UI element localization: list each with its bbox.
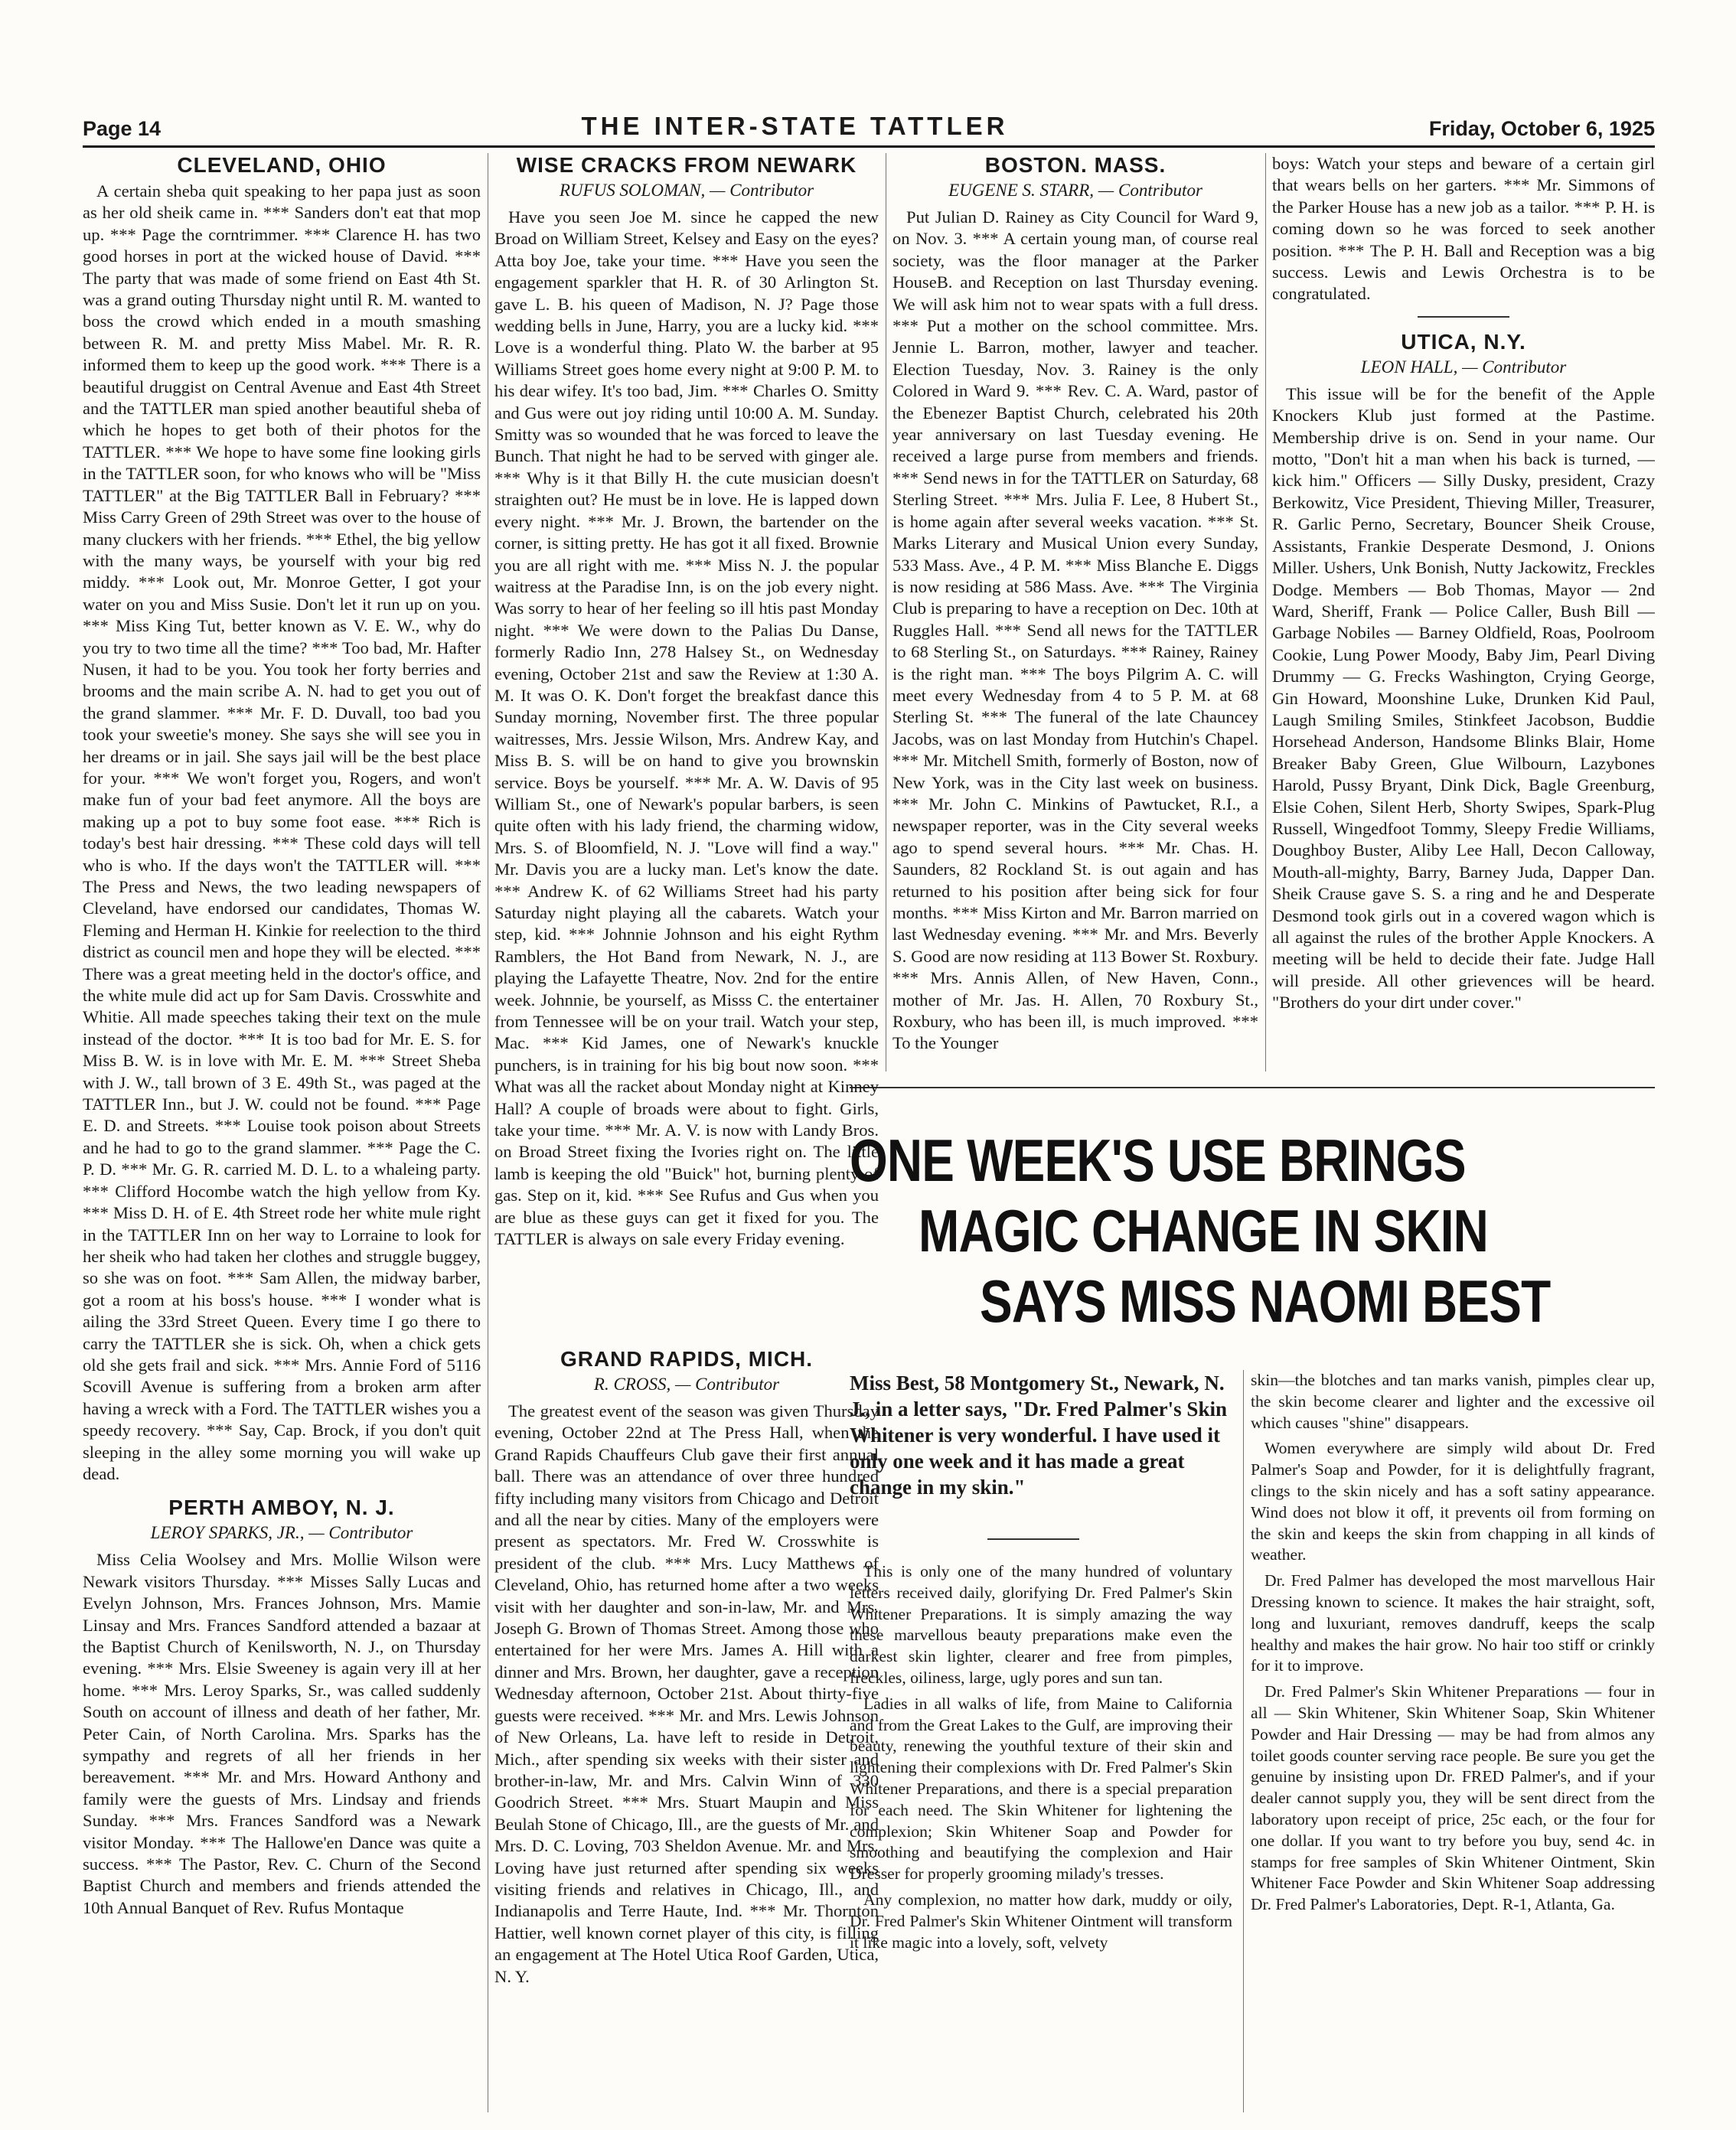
ad-headline-line-2: MAGIC CHANGE IN SKIN <box>919 1197 1489 1264</box>
ad-body-left <box>850 1561 1232 2112</box>
byline-perth-amboy: LEROY SPARKS, JR., — Contributor <box>150 1523 413 1543</box>
column-3 <box>892 153 1258 1064</box>
article-utica: This issue will be for the benefit of the Apple Knockers Klub just formed at the Pastime. Membership drive is on. Send in your name. Our motto, "Don't hit a man when his back is turned, — kick him." Officers — Silly Dusky, president, Crazy Berkowitz, Vice President, Thieving Miller, Treasurer, R. Garlic Perno, Secretary, Bouncer Sheik Crouse, Assistants, Frankie Desperate Desmond, J. Onions Miller. Ushers, Unk Bonish, Nutty Jackowitz, Freckles Dodge. Members — Bob Thomas, Mayor — 2nd Ward, Sheriff, Frank — Police Caller, Bush Bill — Garbage Nobiles — Barney Oldfield, Roas, Poolroom Cookie, Lung Power Moody, Baby Jim, Pearl Diving Drummy — G. Frecks Washington, Crying George, Gin Howard, Moonshine Luke, Drunken Kid Paul, Laugh Smiling Smiles, Stinkfeet Jacobson, Buddie Horsehead Anderson, Handsome Blinks Blair, Home Breaker Baby Green, Glue Wilbourn, Lazybones Harold, Pussy Bryant, Dink Dick, Bagle Greenburg, Elsie Cohen, Silent Herb, Shorty Swipes, Spark-Plug Russell, Wingedfoot Tommy, Sleepy Fredie Williams, Doughboy Buster, Aliby Lee Hall, Decon Calloway, Mouth-all-mighty, Barry, Barney Juda, Dapper Dan. Sheik Crause gave S. S. a ring and he and Desperate Desmond took girls out in a covered wagon which is all against the rules of the brother Apple Knockers. A meeting will be held to decide their fate. Judge Hall will preside. All other grievences will be heard. "Brothers do your dirt under cover." <box>1272 383 1655 1013</box>
ad-body-right <box>1251 1370 1655 2112</box>
paper-title: THE INTER-STATE TATTLER <box>581 112 1009 140</box>
ad-lead-quote: Miss Best, 58 Montgomery St., Newark, N. J., in a letter says, "Dr. Fred Palmer's Skin Whitener is very wonderful. I have used it only one week and it has made a great change in my skin." <box>850 1372 1227 1499</box>
article-boston: Put Julian D. Rainey as City Council for Ward 9, on Nov. 3. *** A certain young man, of course real society, was the floor manager at the Parker HouseB. and Reception on last Thursday evening. We will ask him not to wear spats with a full dress. *** Put a mother on the school committee. Mrs. Jennie L. Barron, mother, lawyer and teacher. Election Tuesday, Nov. 3. Rainey is the only Colored in Ward 9. *** Rev. C. A. Ward, pastor of the Ebenezer Baptist Church, celebrated his 20th year anniversary on last Tuesday evening. He received a large purse from members and friends. *** Send news in for the TATTLER on Saturday, 68 Sterling Street. *** Mrs. Julia F. Lee, 8 Hubert St., is home again after several weeks vacation. *** St. Marks Literary and Musical Union every Sunday, 533 Mass. Ave., 4 P. M. *** Miss Blanche E. Diggs is now residing at 586 Mass. Ave. *** The Virginia Club is preparing to have a reception on Dec. 10th at Ruggles Hall. *** Send all news for the TATTLER to 68 Sterling St., on Saturdays. *** Rainey, Rainey is the right man. *** The boys Pilgrim A. C. will meet every Wednesday from 4 to 5 P. M. at 68 Sterling St. *** The funeral of the late Chauncey Jacobs, was on last Monday from Hutchin's Chapel. *** Mr. Mitchell Smith, formerly of Boston, now of New York, was in the City last week on business. *** Mr. John C. Minkins of Pawtucket, R.I., a newspaper reporter, was in the City several weeks ago to spend several hours. *** Mr. Chas. H. Saunders, 82 Rockland St. is out again and has returned to his position after being sick for four months. *** Miss Kirton and Mr. Barron married on last Wednesday evening. *** Mr. and Mrs. Beverly S. Good are now residing at 113 Bower St. Roxbury. *** Mrs. Annis Allen, of New Haven, Conn., mother of Mr. Jas. H. Allen, 70 Roxbury St., Roxbury, who has been ill, is much improved. *** To the Younger <box>892 207 1258 1053</box>
ad-headline-line-3: SAYS MISS NAOMI BEST <box>980 1267 1551 1335</box>
ad-paragraph: Dr. Fred Palmer's Skin Whitener Preparations — four in all — Skin Whitener, Skin Whitener Soap, Skin Whitener Powder and Hair Dressing — may be had from almos any toilet goods counter serving race people. Be sure you get the genuine by insisting upon Dr. FRED Palmer's, and if your dealer cannot supply you, they will be sent direct from the laboratory upon receipt of price, 25c each, or the four for one dollar. If you want to try before you buy, send 4c. in stamps for free samples of Skin Whitener Ointment, Skin Whitener Face Powder and Skin Whitener Soap addressing Dr. Fred Palmer's Laboratories, Dept. R-1, Atlanta, Ga. <box>1251 1682 1655 1914</box>
ad-headline <box>850 1125 1653 1336</box>
article-grand-rapids: The greatest event of the season was given Thursday evening, October 22nd at The Press Hall, when the Grand Rapids Chauffeurs Club gave their first annual ball. There was an attendance of over three hundred fifty including many visitors from Chicago and Detroit and all the near by cities. Many of the employers were present as spectators. Mr. Fred W. Crosswhite is president of the club. *** Mrs. Lucy Matthews of Cleveland, Ohio, has returned home after a two weeks visit with her daughter and son-in-law, Mr. and Mrs. Joseph G. Brown of Thomas Street. Among those who entertained for her were Mrs. James A. Hill with a dinner and Mrs. Brown, her daughter, gave a reception Wednesday afternoon, October 21st. About thirty-five guests were received. *** Mr. and Mrs. Lewis Johnson of New Orleans, La. have left to reside in Detroit, Mich., after spending six weeks with their sister and brother-in-law, Mr. and Mrs. Calvin Winn of 330 Goodrich Street. *** Mrs. Stuart Maupin and Miss Beulah Stone of Chicago, Ill., are the guests of Mr. and Mrs. D. C. Loving, 703 Sheldon Avenue. Mr. and Mrs. Loving have just returned after spending six weeks visiting friends and relatives in Chicago, Ill., and Indianapolis and Terre Haute, Ind. *** Mr. Thornton Hattier, well known cornet player of this city, is filling an engagement at The Hotel Utica Roof Garden, Utica, N. Y. <box>494 1401 879 1986</box>
section-title-cleveland: CLEVELAND, OHIO <box>177 153 387 177</box>
short-divider <box>1418 316 1509 318</box>
masthead <box>83 99 1655 148</box>
byline-boston: EUGENE S. STARR, — Contributor <box>948 181 1202 200</box>
section-title-perth-amboy: PERTH AMBOY, N. J. <box>168 1496 395 1520</box>
ad-paragraph: Women everywhere are simply wild about Dr. Fred Palmer's Soap and Powder, for it is delightfully fragrant, clings to the skin nicely and has a soft satiny appearance. Wind does not blow it off, it prevents oil from forming on the skin and keeps the skin from chapping in all kinds of weather. <box>1251 1439 1655 1564</box>
byline-newark: RUFUS SOLOMAN, — Contributor <box>559 181 814 200</box>
byline-grand-rapids: R. CROSS, — Contributor <box>593 1375 780 1394</box>
ad-divider <box>987 1538 1079 1540</box>
article-cleveland: A certain sheba quit speaking to her papa just as soon as her old sheik came in. *** Sanders don't eat that mop up. *** Page the corntrimmer. *** Clarence H. has two good horses in port at the wicked house of David. *** The party that was made of some friend on East 4th St. was a grand outing Thursday night until R. M. wanted to boss the crowd which ended in a mouth smashing between R. M. and pretty Miss Mabel. Mr. R. R. informed them to keep up the good work. *** There is a beautiful druggist on Central Avenue and East 4th Street and the TATTLER man spied another beautiful sheba of which he hopes to get both of their photos for the TATTLER. *** We hope to have some fine looking girls in the TATTLER soon, for who knows who will be "Miss TATTLER" at the Big TATTLER Ball in February? *** Miss Carry Green of 29th Street was over to the house of many cluckers with her friends. *** Ethel, the big yellow with the many ways, be yourself with your big red middy. *** Look out, Mr. Monroe Getter, I got your water on you and Miss Susie. Don't let it run up on you. *** Miss King Tut, better known as V. E. W., why do you try to two time all the time? *** Too bad, Mr. Hafter Nusen, it had to be you. You took her forty berries and brooms and the main scribe A. N. had to get you out of the grand slammer. *** Mr. F. D. Duvall, too bad you took your sweetie's money. She says she will see you in her dreams or in jail. She says jail will be the best place for your. *** We won't forget you, Rogers, and won't make fun of your bad feet anymore. All the boys are making up a pot to buy some foot ease. *** Rich is today's best hair dressing. *** These cold days will tell who is who. If the days won't the TATTLER will. *** The Press and News, the two leading newspapers of Cleveland, have endorsed our candidates, Thomas W. Fleming and Herman H. Kinkie for reelection to the third district as council men and hope they will be elected. *** There was a great meeting held in the doctor's office, and the white mule did act up for Sam Davis. Crosswhite and Whitie. All made speeches taking their text on the mule instead of the doctor. *** It is too bad for Mr. E. S. for Miss B. W. is in love with Mr. E. M. *** Street Sheba with J. W., tall brown of 3 E. 49th St., was paged at the TATTLER Inn., but J. W. could not be found. *** Page E. D. and Streets. *** Louise took poison about Streets and he had to go to the grand slammer. *** Page the C. P. D. *** Mr. G. R. carried M. D. L. to a whaleing party. *** Clifford Hocombe watch the high yellow from Ky. *** Miss D. H. of E. 4th Street rode her white mule right in the TATTLER Inn on her way to Lorraine to look for her sheik who had taken her clothes and struggle buggey, so she was on foot. *** Sam Allen, the midway barber, got a room at his boss's house. *** I wonder what is ailing the 33rd Street Queen. Every time I go there to carry the TATTLER she is sick. Oh, when a chick gets old she gets frail and sick. *** Mrs. Annie Ford of 5116 Scovill Avenue is suffering from a broken arm after having a wreck with a Ford. The TATTLER wishes you a speedy recovery. *** Say, Cap. Brock, if you don't quit sleeping in the alley some morning you will wake up dead. <box>83 181 481 1483</box>
ad-paragraph: Dr. Fred Palmer has developed the most marvellous Hair Dressing known to science. It makes the hair straight, soft, long and luxuriant, removes dandruff, keeps the scalp healthy and makes the hair grow. No hair too stiff or crinkly for it to improve. <box>1251 1571 1655 1675</box>
column-rule <box>1243 1370 1244 2112</box>
ad-paragraph: Any complexion, no matter how dark, muddy or oily, Dr. Fred Palmer's Skin Whitener Ointment will transform it like magic into a lovely, soft, velvety <box>850 1890 1232 1952</box>
byline-utica: LEON HALL, — Contributor <box>1360 357 1567 377</box>
column-rule <box>1265 153 1266 1072</box>
section-title-utica: UTICA, N.Y. <box>1401 329 1526 354</box>
ad-headline-line-1: ONE WEEK'S USE BRINGS <box>850 1127 1466 1194</box>
column-1 <box>83 153 481 2112</box>
column-2 <box>494 153 879 1332</box>
section-title-grand-rapids: GRAND RAPIDS, MICH. <box>560 1347 814 1371</box>
issue-date: Friday, October 6, 1925 <box>1428 117 1655 140</box>
ad-paragraph: This is only one of the many hundred of voluntary letters received daily, glorifying Dr. Fred Palmer's Skin Whitener Preparations. It is simply amazing the way these marvellous beauty preparations make even the darkest skin lighter, clearer and free from pimples, freckles, oiliness, large, ugly pores and sun tan. <box>850 1562 1232 1687</box>
section-title-newark: WISE CRACKS FROM NEWARK <box>516 153 857 177</box>
ad-paragraph: Ladies in all walks of life, from Maine to California and from the Great Lakes to the Gulf, are improving their beauty, renewing the youthful texture of their skin and lightening their complexions with Dr. Fred Palmer's Skin Whitener Preparations, and there is a special preparation for each need. The Skin Whitener for lightening the complexion; Skin Whitener Soap and Powder for smoothing and beautifying the complexion and Hair Dresser for properly grooming milady's tresses. <box>850 1694 1232 1884</box>
article-perth-amboy: Miss Celia Woolsey and Mrs. Mollie Wilson were Newark visitors Thursday. *** Misses Sally Lucas and Evelyn Johnson, Mrs. Frances Johnson, Mrs. Mamie Linsay and Mrs. Frances Sandford attended a bazaar at the Baptist Church of Kenilsworth, N. J., on Thursday evening. *** Mrs. Elsie Sweeney is again very ill at her home. *** Mrs. Leroy Sparks, Sr., was called suddenly South on account of illness and death of her father, Mr. Peter Cain, of North Carolina. Mrs. Sparks has the sympathy and regrets of all her friends in her bereavement. *** Mr. and Mrs. Howard Anthony and family were the guests of Mrs. Lindsay and friends Sunday. *** Mrs. Frances Sandford was a Newark visitor Monday. *** The Hallowe'en Dance was quite a success. *** The Pastor, Rev. C. Churn of the Second Baptist Church and members and friends attended the 10th Annual Banquet of Rev. Rufus Montaque <box>83 1550 481 1917</box>
article-newark: Have you seen Joe M. since he capped the new Broad on William Street, Kelsey and Easy on the eyes? Atta boy Joe, take your time. *** Have you seen the engagement sparkler that H. R. of 30 Arlington St. gave L. B. his queen of Madison, N. J? Page those wedding bells in June, Harry, you are a lucky kid. *** Love is a wonderful thing. Plato W. the barber at 95 Williams Street goes home every night at 9:00 P. M. to his dear wifey. It's too bad, Jim. *** Charles O. Smitty and Gus were out joy riding until 10:00 A. M. Sunday. Smitty was so wounded that he was forced to leave the Bunch. That night he had to be served with ginger ale. *** Why is it that Billy H. the cute musician doesn't straighten out? He must be in love. He is lapped down every night. *** Mr. J. Brown, the bartender on the corner, is sitting pretty. He has got it all fixed. Brownie you are all right with me. *** Miss N. J. the popular waitress at the Paradise Inn, is on the job every night. Was sorry to hear of her feeling so ill htis past Monday night. *** We were down to the Palias Du Danse, formerly Radio Inn, 278 Halsey St., on Wednesday evening, October 21st and saw the Review at 1:30 A. M. It was O. K. Don't forget the breakfast dance this Sunday morning, November first. The three popular waitresses, Mrs. Jessie Wilson, Mrs. Andrew Kay, and Miss B. S. will be on hand to give you brownskin service. Boys be yourself. *** Mr. A. W. Davis of 95 William St., one of Newark's popular barbers, is seen quite often with his lady friend, the charming widow, Mrs. S. of Bloomfield, N. J. "Love will find a way." Mr. Davis you are a lucky man. Let's know the date. *** Andrew K. of 62 Williams Street had his party Saturday night playing all the cabarets. Watch your step, kid. *** Johnnie Johnson and his eight Rythm Ramblers, the Hot Band from Newark, N. J., are playing the Lafayette Theatre, Nov. 2nd for the entire week. Johnnie, be yourself, as Misss C. the entertainer from Tennessee will be on your trail. Watch your step, Mac. *** Kid James, one of Newark's knuckle punchers, is in training for his big bout now soon. *** What was all the racket about Monday night at Kinney Hall? A couple of broads were about to fight. Girls, take your time. *** Mr. A. V. is now with Landy Bros. on Broad Street fixing the Ivories right on. The little lamb is keeping the old "Buick" hot, burning plenty of gas. Step on it, kid. *** See Rufus and Gus when you are blue as these guys can get it fixed for you. The TATTLER is always on sale every Friday evening. <box>494 207 879 1249</box>
section-title-boston: BOSTON. MASS. <box>984 153 1167 177</box>
column-4 <box>1272 153 1655 1064</box>
article-boston-continued: boys: Watch your steps and beware of a certain girl that wears bells on her garters. *** Mr. Simmons of the Parker House has a new job as a tailor. *** P. H. is coming down so he was forced to seek another position. *** The P. H. Ball and Reception was a big success. Lewis and Lewis Orchestra is to be congratulated. <box>1272 154 1655 304</box>
ad-paragraph: skin—the blotches and tan marks vanish, pimples clear up, the skin become clearer and lighter and the excessive oil which causes "shine" disappears. <box>1251 1371 1655 1432</box>
column-2-lower <box>494 1347 879 2112</box>
page-number: Page 14 <box>83 117 162 140</box>
section-divider <box>850 1087 1655 1088</box>
